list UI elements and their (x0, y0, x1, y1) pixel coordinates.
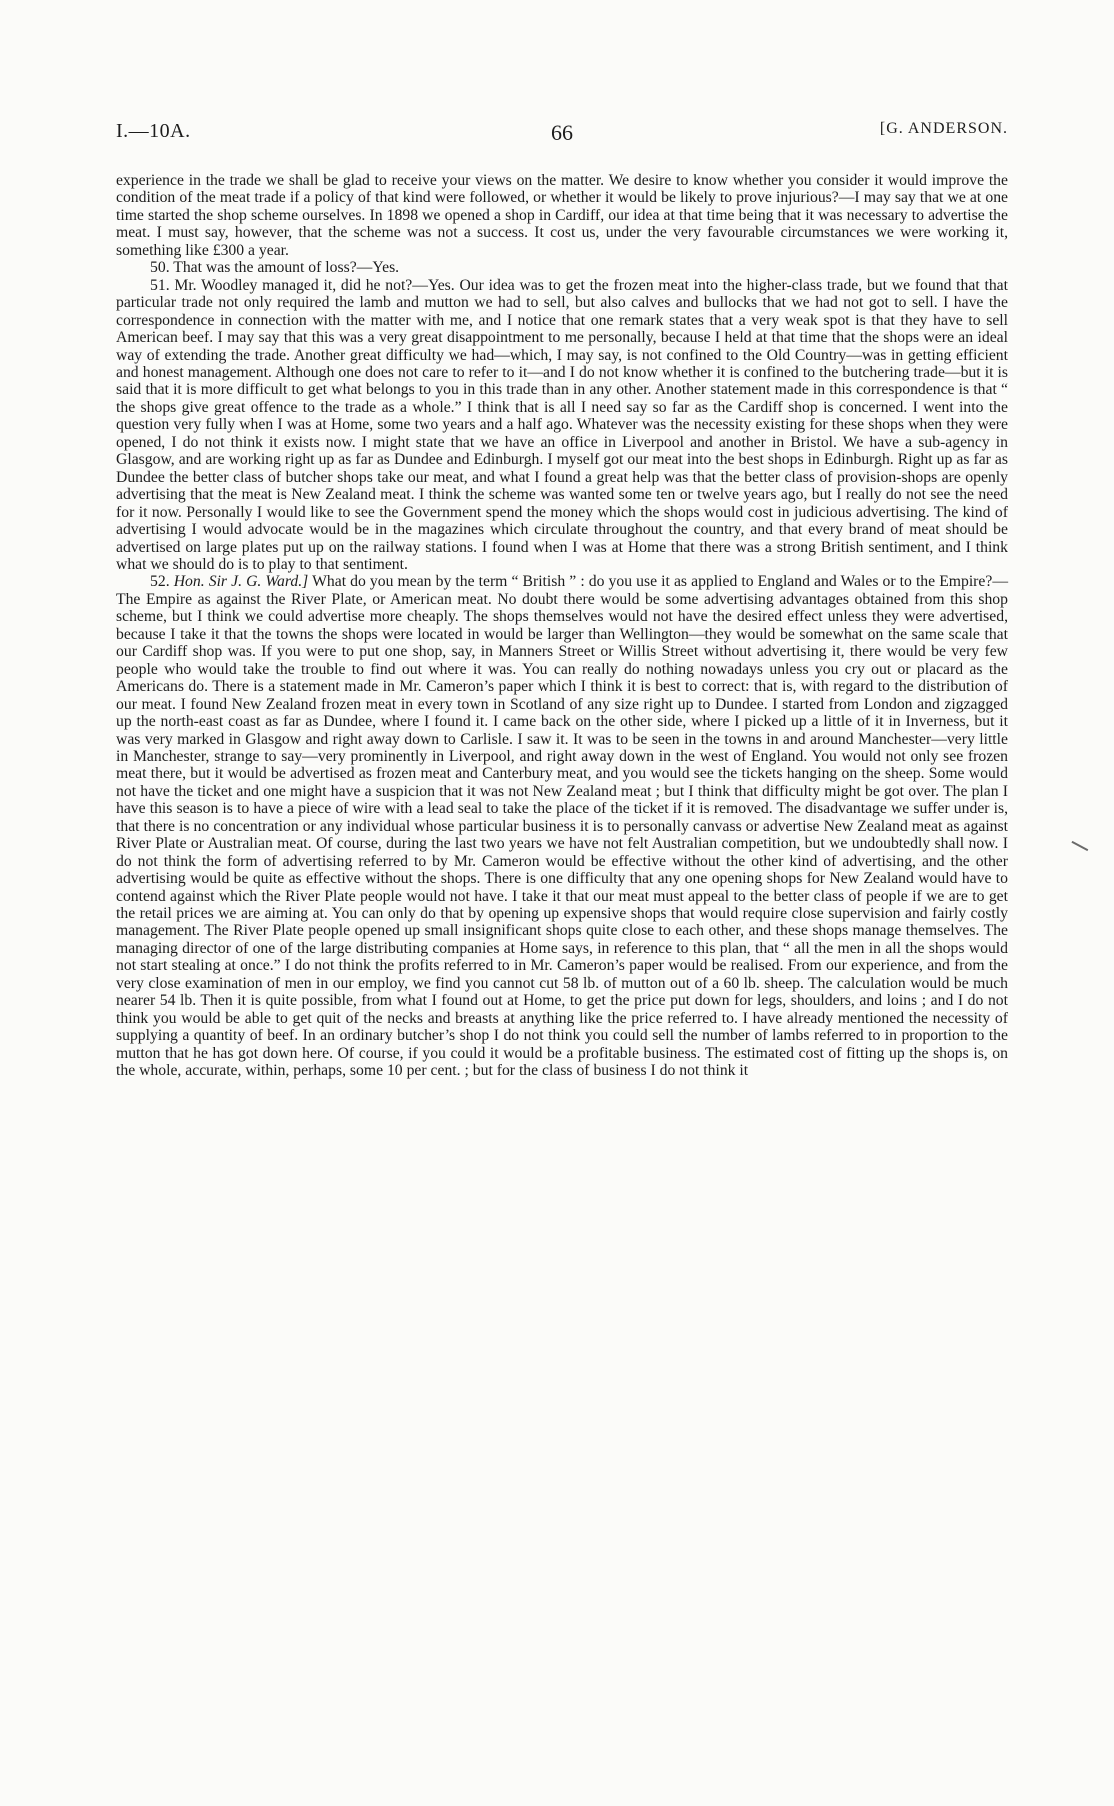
paragraph-continuation (116, 172, 1008, 259)
witness-name: [G. ANDERSON. (879, 120, 1008, 137)
question-text: That was the amount of loss?—Yes. (173, 259, 400, 277)
question-text: What do you mean by the term “ British ” : do you use it as applied to England and Wales or to the Empire?—The Empire as against the River Plate, or American meat. No doubt there would be some advertising advantages obtained from this shop scheme, but I think we could advertise more cheaply. The shops themselves would not have the desired effect unless they were advertised, because I take it that the towns the shops were located in would be larger than Wellington—they would be somewhat on the same scale that our Cardiff shop was. If you were to put one shop, say, in Manners Street or Willis Street without advertising it, there would be very few people who would take the trouble to find out where it was. You can really do nothing nowadays unless you cry out or placard as the Americans do. There is a statement made in Mr. Cameron’s paper which I think it is best to correct: that is, with regard to the distribution of our meat. I found New Zealand frozen meat in every town in Scotland of any size right up to Dundee. I started from London and zigzagged up the north-east coast as far as Dundee, where I found it. I came back on the other side, where I picked up a little of it in Inverness, but it was very marked in Glasgow and right away down to Carlisle. I saw it. It was to be seen in the towns in and around Manchester—very little in Manchester, strange to say—very prominently in Liverpool, and right away down in the west of England. You would not only see frozen meat there, but it would be advertised as frozen meat and Canterbury meat, and you would see the tickets hanging on the sheep. Some would not have the ticket and one might have a suspicion that it was not New Zealand meat ; but I think that difficulty might be got over. The plan I have this season is to have a piece of wire with a lead seal to take the place of the ticket if it is removed. The disadvantage we suffer under is, that there is no concentration or any individual whose particular business it is to personally canvass or advertise New Zealand meat as against River Plate or Australian meat. Of course, during the last two years we have not felt Australian competition, but we undoubtedly shall now. I do not think the form of advertising referred to by Mr. Cameron would be effective without the other kind of advertising, and the other advertising would be quite as effective without the shops. There is one difficulty that any one opening shops for New Zealand would have to contend against which the River Plate people would not have. I take it that our meat must appeal to the better class of people if we are to get the retail prices we are aiming at. You can only do that by opening up expensive shops that would require close supervision and fairly costly management. The River Plate people opened up small insignificant shops quite close to each other, and these shops manage themselves. The managing director of one of the large distributing companies at Home says, in reference to this plan, that “ all the men in all the shops would not start stealing at once.” I do not think the profits referred to in Mr. Cameron’s paper would be realised. From our experience, and from the very close examination of men in our employ, we find you cannot cut 58 lb. of mutton out of a 60 lb. sheep. The calculation would be much nearer 54 lb. Then it is quite possible, from what I found out at Home, to get the price put down for legs, shoulders, and loins ; and I do not think you would be able to get quit of the necks and breasts at anything like the price referred to. I have already mentioned the necessity of supplying a quantity of beef. In an ordinary butcher’s shop I do not think you could sell the number of lambs referred to in proportion to the mutton that he has got down here. Of course, if you could it would be a profitable business. The estimated cost of fitting up the shops is, on the whole, accurate, within, perhaps, some 10 per cent. ; but for the class of business I do not think it (116, 573, 1009, 1080)
question-number: 52. (150, 573, 170, 591)
paragraph-text: experience in the trade we shall be glad to receive your views on the matter. We desire to know whether you consider it would improve the condition of the meat trade if a policy of that kind were followed, or whether it would be likely to prove injurious?—I may say that we at one time started the shop scheme ourselves. In 1898 we opened a shop in Cardiff, our idea at that time being that it was necessary to advertise the meat. I must say, however, that the scheme was not a success. It cost us, under the very favourable circumstances we were working it, something like £300 a year. (116, 172, 1008, 259)
question-51 (116, 277, 1008, 574)
page-number: 66 (551, 120, 573, 145)
page-body (116, 172, 1008, 1080)
question-52 (116, 573, 1008, 1079)
page-header (116, 120, 1008, 154)
scan-mark (1072, 841, 1089, 851)
question-50 (116, 259, 1008, 276)
document-reference: I.—10A. (116, 120, 191, 142)
question-number: 51. (150, 276, 170, 294)
question-text: Mr. Woodley managed it, did he not?—Yes. Our idea was to get the frozen meat into the higher-class trade, but we found that that particular trade not only required the lamb and mutton we had to sell, but also calves and bullocks that we had not got to sell. I have the correspondence in connection with the matter with me, and I notice that one remark states that a very weak spot is that they have to sell American beef. I may say that this was a very great disappointment to me personally, because I held at that time that the shops were an ideal way of extending the trade. Another great difficulty we had—which, I may say, is not confined to the Old Country—was in getting efficient and honest management. Although one does not care to refer to it—and I do not know whether it is confined to the butchering trade—but it is said that it is more difficult to get what belongs to you in this trade than in any other. Another statement made in this correspondence is that “ the shops give great offence to the trade as a whole.” I think that is all I need say so far as the Cardiff shop is concerned. I went into the question very fully when I was at Home, some two years and a half ago. Whatever was the necessity existing for these shops when they were opened, I do not think it exists now. I might state that we have an office in Liverpool and another in Bristol. We have a sub-agency in Glasgow, and are working right up as far as Dundee and Edinburgh. I myself got our meat into the best shops in Edinburgh. Right up as far as Dundee the better class of butcher shops take our meat, and what I found a great help was that the better class of provision-shops are openly advertising that the meat is New Zealand meat. I think the scheme was wanted some ten or twelve years ago, but I really do not see the need for it now. Personally I would like to see the Government spend the money which the shops would cost in judicious advertising. The kind of advertising I would advocate would be in the magazines which circulate throughout the country, and that every brand of meat should be advertised on large plates put up on the railway stations. I found when I was at Home that there was a strong British sentiment, and I think what we should do is to play to that sentiment. (116, 276, 1008, 573)
question-number: 50. (150, 259, 170, 277)
speaker-name: Hon. Sir J. G. Ward.] (173, 573, 309, 591)
